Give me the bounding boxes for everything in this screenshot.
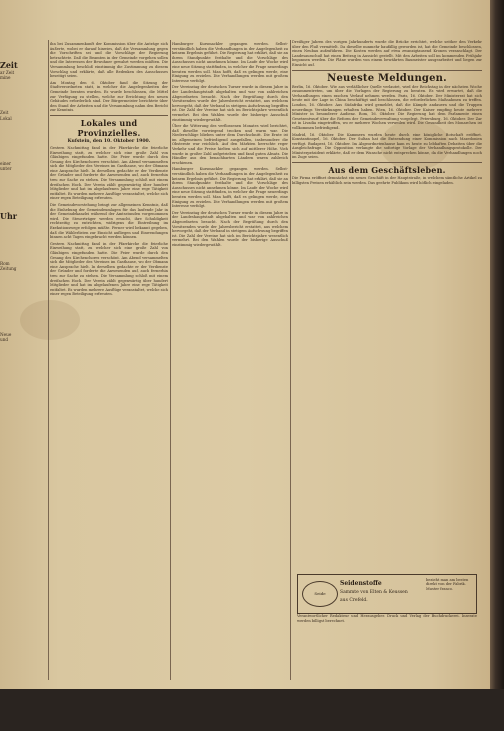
column-a bbox=[50, 0, 168, 731]
article-text: Die Gemeindevorstehung bringt zur allgemeinen Kenntnis, daß die Einhebung der Gemeindeumlagen für das laufende Jahr in der Gemeindekanzlei während der Amtsstunden vorgenommen wird. Die Steuerträger werden ersucht, ihre Schuldigkeit rechtzeitig zu entrichten, widrigens die Eintreibung im Exekutionswege erfolgen müßte. Ferner wird bekannt gegeben, daß die Wählerlisten zur Einsicht aufliegen und Einwendungen binnen acht Tagen eingebracht werden können. bbox=[50, 203, 168, 240]
page-binding-edge bbox=[490, 0, 504, 689]
ad-line: aus Crefeld. bbox=[340, 598, 368, 603]
cut-line: mine bbox=[0, 75, 11, 81]
dateline: Kufstein, den 10. Oktober 1900. bbox=[67, 138, 151, 144]
page-footer: Verantwortlicher Redakteur und Herausgeber. Druck und Verlag der Buchdruckerei. Inserate werden billigst berechnet. bbox=[297, 614, 477, 623]
article-text: Gestern Nachmittag fand in der Pfarrkirche die feierliche Einweihung statt, zu welcher sich eine große Zahl von Gläubigen eingefunden hatte. Die Feier wurde durch den Gesang des Kirchenchores verschönt. Am Abend versammelten sich die Mitglieder des Vereines im Gasthause, wo der Obmann eine Ansprache hielt. In derselben gedachte er der Verdienste der Gründer und forderte die Anwesenden auf, auch fernerhin treu zur Sache zu stehen. Die Versammlung schloß mit einem dreifachen Hoch. Der Verein zählt gegenwärtig über hundert Mitglieder und hat im abgelaufenen Jahre eine rege Tätigkeit entfaltet. Es wurden mehrere Ausflüge veranstaltet, welche sich einer regen Beteiligung erfreuten. bbox=[50, 145, 168, 201]
article-text: Madrid, 16. Oktober. Die Kammern wurden heute durch eine königliche Botschaft eröffnet. Konstantinopel, 16. Oktober. Der Sultan hat die Entsendung einer Kommission nach Mazedonien verfügt. Budapest, 16. Oktober. Im Abgeordnetenhause kam es heute zu lebhaften Debatten über die Ausgleichsfrage. Die Opposition verlangte die sofortige Vorlage der Verhandlungsprotokolle. Der Ministerpräsident erklärte, daß er dem Wunsche nicht entsprechen könne, da die Verhandlungen noch im Zuge seien. bbox=[292, 132, 482, 160]
divider bbox=[292, 162, 482, 163]
article-text: Hamburger Kursmackler gegangen werden. Selbst- verständlich haben die Verhandlungen in der Angelegenheit zu keinem Ergebnis geführt. Die Regierung hat erklärt, daß sie an ihrem Standpunkte festhalte und die Vorschläge des Ausschusses nicht annehmen könne. Im Laufe der Woche wird eine neue Sitzung stattfinden, in welcher die Frage neuerdings beraten werden soll. Man hofft, daß es gelingen werde, eine Einigung zu erzielen. Die Verhandlungen werden mit großem Interesse verfolgt. bbox=[172, 167, 288, 209]
column-b bbox=[172, 0, 288, 731]
cut-line: einer bbox=[0, 160, 11, 166]
column-rule bbox=[290, 40, 291, 680]
article-text: Gestern Nachmittag fand in der Pfarrkirche die feierliche Einweihung statt, zu welcher sich eine große Zahl von Gläubigen eingefunden hatte. Die Feier wurde durch den Gesang des Kirchenchores verschönt. Am Abend versammelten sich die Mitglieder des Vereines im Gasthause, wo der Obmann eine Ansprache hielt. In derselben gedachte er der Verdienste der Gründer und forderte die Anwesenden auf, auch fernerhin treu zur Sache zu stehen. Die Versammlung schloß mit einem dreifachen Hoch. Der Verein zählt gegenwärtig über hundert Mitglieder und hat im abgelaufenen Jahre eine rege Tätigkeit entfaltet. Es wurden mehrere Ausflüge veranstaltet, welche sich einer regen Beteiligung erfreuten. bbox=[50, 241, 168, 297]
section-heading: Neueste Meldungen. bbox=[327, 72, 447, 84]
article-text: Am Montag den 6. Oktober fand die Sitzung der Stadtverordneten statt, in welcher die Angelegenheiten der Gemeinde beraten wurden. Es wurde beschlossen, die Mittel zur Verfügung zu stellen, welche zur Errichtung des neuen Gebäudes erforderlich sind. Der Bürgermeister berichtete über den Stand der Arbeiten und die Versammlung nahm den Bericht zur Kenntnis. bbox=[50, 80, 168, 113]
cut-line: Lokal bbox=[0, 115, 12, 121]
cut-heading: Zeit bbox=[0, 60, 18, 70]
cut-line: und bbox=[0, 336, 9, 342]
cut-heading: Uhr bbox=[0, 211, 18, 222]
article-text: Berlin, 16. Oktober. Wie aus verläßlicher Quelle verlautet, wird der Reichstag in der nächsten Woche zusammentreten, um über die Vorlagen der Regierung zu beraten. Es wird erwartet, daß die Verhandlungen einen raschen Verlauf nehmen werden. Paris, 16. Oktober. Der Ministerrat hat sich heute mit der Lage in China beschäftigt und beschlossen, die erforderlichen Maßnahmen zu treffen. London, 16. Oktober. Aus Südafrika wird gemeldet, daß die Kämpfe andauern und die Truppen neuerdings Verstärkungen erhalten haben. Wien, 16. Oktober. Der Kaiser empfing heute mehrere Minister in besonderer Audienz. Rom, 16. Oktober. Die Regierung hat dem Parlamente einen Gesetzentwurf über die Reform der Gemeindeverwaltung vorgelegt. Petersburg, 16. Oktober. Der Zar ist in Livadia eingetroffen, wo er mehrere Wochen verweilen wird. Die Gesundheit des Monarchen ist vollkommen befriedigend. bbox=[292, 84, 482, 130]
section-heading: Lokales und Provinzielles. bbox=[77, 117, 141, 138]
article-text: Der Vereinstag der deutschen Turner wurde in diesem Jahre in der Landeshauptstadt abgehalten und war von zahlreichen Abgeordneten besucht. Nach der Begrüßung durch den Vorsitzenden wurde der Jahresbericht erstattet, aus welchem hervorgeht, daß der Verband in stetigem Aufschwung begriffen ist. Die Zahl der Vereine hat sich im Berichtsjahre wesentlich vermehrt. Bei den Wahlen wurde der bisherige Ausschuß einstimmig wiedergewählt. bbox=[172, 210, 288, 247]
cut-off-column bbox=[0, 0, 46, 689]
cut-line: Zeitung bbox=[0, 266, 17, 272]
ad-logo: Seide bbox=[302, 581, 338, 607]
article-text: Der Vereinstag der deutschen Turner wurde in diesem Jahre in der Landeshauptstadt abgehalten und war von zahlreichen Abgeordneten besucht. Nach der Begrüßung durch den Vorsitzenden wurde der Jahresbericht erstattet, aus welchem hervorgeht, daß der Verband in stetigem Aufschwung begriffen ist. Die Zahl der Vereine hat sich im Berichtsjahre wesentlich vermehrt. Bei den Wahlen wurde der bisherige Ausschuß einstimmig wiedergewählt. bbox=[172, 85, 288, 122]
ad-side-text: bezieht man am besten direkt von der Fabrik. Muster franco. bbox=[426, 578, 469, 591]
column-rule bbox=[48, 40, 49, 680]
divider bbox=[50, 115, 168, 116]
article-text: Hamburger Kursmackler gegangen werden. Selbst- verständlich haben die Verhandlungen in der Angelegenheit zu keinem Ergebnis geführt. Die Regierung hat erklärt, daß sie an ihrem Standpunkte festhalte und die Vorschläge des Ausschusses nicht annehmen könne. Im Laufe der Woche wird eine neue Sitzung stattfinden, in welcher die Frage neuerdings beraten werden soll. Man hofft, daß es gelingen werde, eine Einigung zu erzielen. Die Verhandlungen werden mit großem Interesse verfolgt. bbox=[172, 42, 288, 83]
cut-line: Rom bbox=[0, 261, 10, 267]
section-heading: Aus dem Geschäftsleben. bbox=[328, 165, 446, 176]
ad-title: Seidenstoffe bbox=[340, 580, 382, 587]
ad-line: Sammte von Elten & Keussen bbox=[340, 590, 408, 595]
article-text: Dreißiger Jahren des vorigen Jahrhunderts wurde die Brücke errichtet, welche seither den Verkehr über den Fluß vermittelt. Da dieselbe nunmehr baufällig geworden ist, hat die Gemeinde beschlossen, einen Neubau aufzuführen. Die Kosten werden auf etwa zwanzigtausend Kronen veranschlagt. Der Landesausschuß hat einen Beitrag in Aussicht gestellt. Mit den Arbeiten soll im kommenden Frühjahr begonnen werden. Die Pläne wurden von einem bewährten Baumeister ausgearbeitet und liegen zur Einsicht auf. bbox=[292, 40, 482, 67]
divider bbox=[292, 70, 482, 71]
cut-line: Neue bbox=[0, 331, 12, 337]
advertisement-box bbox=[297, 574, 477, 614]
column-rule bbox=[170, 40, 171, 680]
article-text: Über die Witterung des verflossenen Monates wird berichtet, daß dieselbe vorwiegend trocken und warm war. Die Niederschläge blieben unter dem Durchschnitt. Die Ernte ist im allgemeinen befriedigend ausgefallen, insbesondere die Obsternte war reichlich. Auf den Märkten herrschte reger Verkehr und die Preise hielten sich auf mittlerer Höhe. Vieh wurde in großer Zahl aufgetrieben und fand guten Absatz. Die Händler aus den benachbarten Ländern waren zahlreich erschienen. bbox=[172, 124, 288, 165]
cut-line: unter bbox=[0, 166, 12, 172]
article-text: Die Firma eröffnet demnächst ein neues Geschäft in der Hauptstraße, in welchem sämtliche Artikel zu billigsten Preisen erhältlich sein werden. Das geehrte Publikum wird höflich eingeladen. bbox=[292, 176, 482, 185]
article-text: ihn bei Zusammenkunft der Kommission über die Anträge sich äußerte, wobei er darauf hinwies, daß die Versammlung gegen die Vorschriften sei und die Vorschläge der Regierung betrachtete. Daß die Beamten in der Gemeinde vorgehen sollen und die Interessen der Bewohner gewahrt werden müßten. Die Versammlung beschloß einstimmig die Zustimmung zu diesem Vorschlag und erklärte, daß alle Bedenken des Ausschusses beseitigt seien. bbox=[50, 42, 168, 79]
cut-line: ar Zeit bbox=[0, 70, 15, 75]
cut-line: Zeit bbox=[0, 110, 9, 116]
